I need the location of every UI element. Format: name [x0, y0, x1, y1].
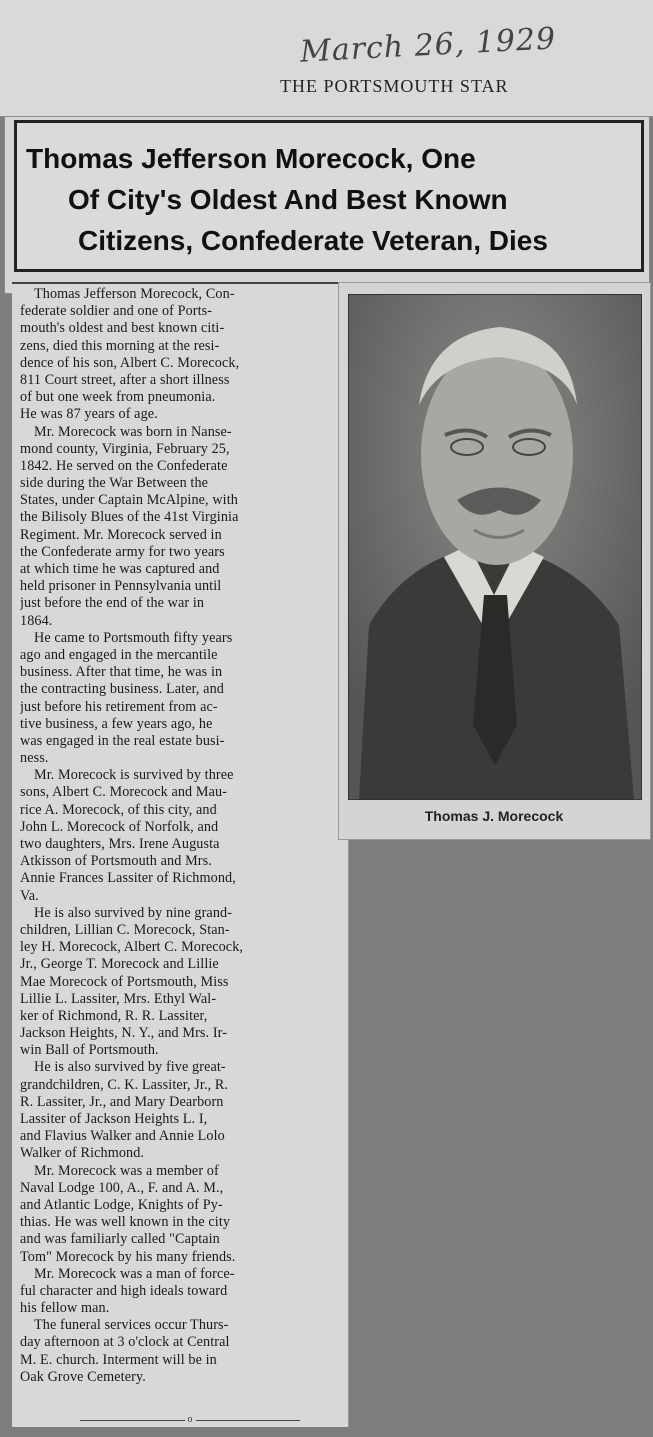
article-line: ago and engaged in the mercantile [20, 646, 218, 663]
article-line: Annie Frances Lassiter of Richmond, [20, 870, 236, 887]
article-line: Lillie L. Lassiter, Mrs. Ethyl Wal- [20, 990, 217, 1007]
article-line: Atkisson of Portsmouth and Mrs. [20, 853, 212, 870]
article-line: He is also survived by five great- [34, 1059, 226, 1076]
article-line: and was familiarly called "Captain [20, 1231, 220, 1248]
article-line: Tom" Morecock by his many friends. [20, 1248, 236, 1265]
article-line: He is also survived by nine grand- [34, 904, 233, 921]
headline [26, 138, 641, 261]
handwritten-date: March 26, 1929 [299, 21, 557, 70]
article-line: the Bilisoly Blues of the 41st Virginia [20, 509, 239, 526]
article-line: Mae Morecock of Portsmouth, Miss [20, 973, 229, 990]
article-line: thias. He was well known in the city [20, 1214, 231, 1231]
article-line: Mr. Morecock was born in Nanse- [34, 423, 232, 440]
article-line: Walker of Richmond. [20, 1145, 145, 1162]
headline-line-3: Citizens, Confederate Veteran, Dies [78, 225, 548, 256]
article-line: Mr. Morecock is survived by three [34, 767, 234, 784]
headline-line-1: Thomas Jefferson Morecock, One [26, 143, 476, 174]
article-line: rice A. Morecock, of this city, and [20, 801, 217, 818]
article-line: Thomas Jefferson Morecock, Con- [34, 286, 235, 302]
end-mark [80, 1414, 300, 1426]
article-line: federate soldier and one of Ports- [20, 303, 213, 320]
photo-caption: Thomas J. Morecock [424, 808, 564, 824]
article-line: win Ball of Portsmouth. [20, 1042, 159, 1059]
article-line: Lassiter of Jackson Heights L. I, [20, 1111, 208, 1127]
article-line: Jackson Heights, N. Y., and Mrs. Ir- [20, 1025, 228, 1042]
portrait-image [349, 295, 641, 799]
article-line: Jr., George T. Morecock and Lillie [20, 956, 219, 973]
column-rule [12, 282, 348, 284]
article-line: just before the end of the war in [20, 595, 205, 612]
article-line: dence of his son, Albert C. Morecock, [20, 354, 240, 371]
article-line: mouth's oldest and best known citi- [20, 320, 225, 337]
article-line: ley H. Morecock, Albert C. Morecock, [20, 939, 244, 956]
article-line: side during the War Between the [20, 475, 209, 492]
article-line: sons, Albert C. Morecock and Mau- [20, 784, 228, 801]
article-line: children, Lillian C. Morecock, Stan- [20, 921, 230, 938]
article-line: 1864. [20, 612, 53, 629]
end-mark-glyph: o [185, 1414, 196, 1425]
article-line: States, under Captain McAlpine, with [20, 492, 238, 509]
article-line: mond county, Virginia, February 25, [20, 440, 230, 457]
article-line: the contracting business. Later, and [20, 681, 224, 698]
article-line: 811 Court street, after a short illness [20, 371, 230, 388]
article-line: zens, died this morning at the resi- [20, 337, 220, 354]
article-line: and Flavius Walker and Annie Lolo [20, 1128, 225, 1145]
article-line: the Confederate army for two years [20, 543, 225, 560]
article-line: just before his retirement from ac- [20, 698, 218, 715]
article-line: Naval Lodge 100, A., F. and A. M., [20, 1179, 224, 1196]
article-line: The funeral services occur Thurs- [34, 1317, 229, 1334]
article-line: ness. [20, 750, 49, 767]
article-line: and Atlantic Lodge, Knights of Py- [20, 1196, 223, 1213]
article-line: Oak Grove Cemetery. [20, 1368, 146, 1385]
article-line: Mr. Morecock was a man of force- [34, 1265, 235, 1282]
article-line: his fellow man. [20, 1300, 110, 1317]
article-line: day afternoon at 3 o'clock at Central [20, 1334, 230, 1351]
article-line: was engaged in the real estate busi- [20, 732, 225, 749]
article-line: held prisoner in Pennsylvania until [20, 578, 222, 595]
article-line: ful character and high ideals toward [20, 1282, 228, 1299]
article-line: ker of Richmond, R. R. Lassiter, [20, 1007, 208, 1024]
article-line: two daughters, Mrs. Irene Augusta [20, 836, 220, 852]
article-line: He came to Portsmouth fifty years [34, 629, 233, 646]
article-line: at which time he was captured and [20, 561, 220, 577]
article-line: Va. [20, 887, 39, 904]
article-line: M. E. church. Interment will be in [20, 1351, 217, 1368]
article-line: He was 87 years of age. [20, 406, 158, 423]
article-line: John L. Morecock of Norfolk, and [20, 818, 219, 835]
article-line: 1842. He served on the Confederate [20, 457, 228, 474]
article-line: tive business, a few years ago, he [20, 715, 213, 732]
newspaper-name: THE PORTSMOUTH STAR [280, 76, 509, 96]
article-line: of but one week from pneumonia. [20, 389, 216, 406]
headline-line-2: Of City's Oldest And Best Known [68, 184, 508, 215]
article-body [20, 286, 340, 1386]
article-line: Regiment. Mr. Morecock served in [20, 526, 222, 543]
article-line: grandchildren, C. K. Lassiter, Jr., R. [20, 1076, 229, 1093]
article-line: Mr. Morecock was a member of [34, 1162, 219, 1179]
article-line: business. After that time, he was in [20, 664, 223, 681]
portrait-photo [348, 294, 642, 800]
article-line: R. Lassiter, Jr., and Mary Dearborn [20, 1093, 224, 1110]
